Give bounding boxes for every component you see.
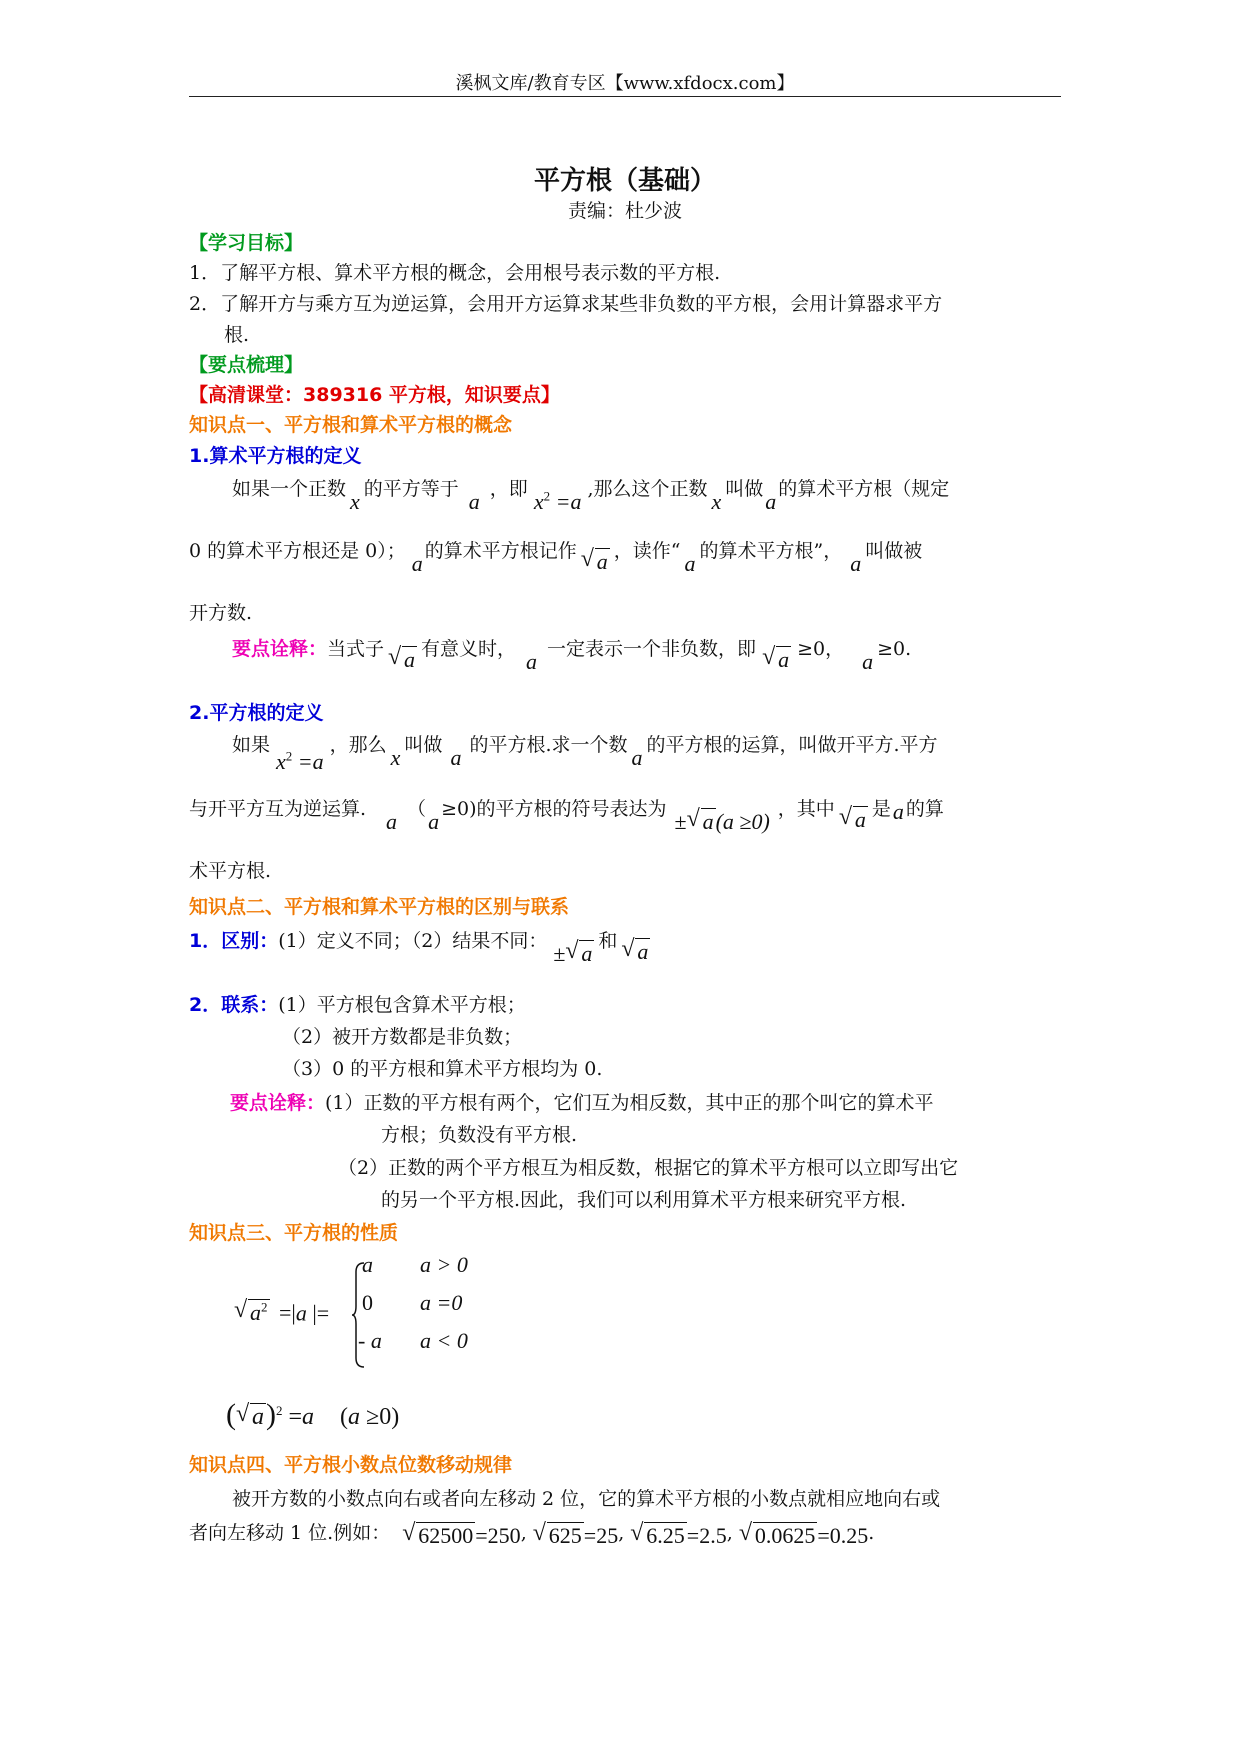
paragraph-line: 0 的算术平方根还是 0）； a 的算术平方根记作√ a ，读作“ a 的算术平方根”， a 叫做被 — [189, 536, 922, 563]
formula-case: a =0 — [420, 1290, 463, 1315]
header-divider — [189, 96, 1061, 97]
video-link[interactable]: 【高清课堂：389316 平方根，知识要点】 — [189, 384, 560, 406]
summary-heading: 【要点梳理】 — [189, 354, 304, 376]
relation-line: （2）被开方数都是非负数； — [282, 1026, 523, 1048]
paragraph-line: 术平方根. — [189, 860, 272, 882]
relation-line: （3）0 的平方根和算术平方根均为 0. — [282, 1058, 603, 1080]
author-line: 责编：杜少波 — [567, 200, 682, 222]
objective-item-2: 2．了解开方与乘方互为逆运算，会用开方运算求某些非负数的平方根，会用计算器求平方 — [189, 293, 943, 315]
objective-item-2-cont: 根. — [224, 324, 250, 346]
note-label: 要点诠释： — [230, 1092, 326, 1114]
formula-case: a — [362, 1252, 373, 1277]
subheading-square-root: 2.平方根的定义 — [189, 702, 324, 724]
note-line: 要点诠释：当式子√ a 有意义时， a 一定表示一个非负数，即√ a ≥0， a ≥0. — [232, 634, 911, 661]
formula-case: a > 0 — [420, 1252, 468, 1277]
subheading-arith-root: 1.算术平方根的定义 — [189, 445, 362, 467]
difference-line: 1．区别：(1）定义不同；（2）结果不同： ±√ a 和√ a — [189, 926, 654, 953]
section-heading-k2: 知识点二、平方根和算术平方根的区别与联系 — [189, 896, 570, 918]
page-header: 溪枫文库/教育专区【www.xfdocx.com】 — [455, 73, 795, 94]
section-heading-k3: 知识点三、平方根的性质 — [189, 1222, 399, 1244]
section-heading-k1: 知识点一、平方根和算术平方根的概念 — [189, 414, 513, 436]
paragraph-line: 被开方数的小数点向右或者向左移动 2 位，它的算术平方根的小数点就相应地向右或 — [232, 1488, 941, 1510]
formula-abs: √ $a^2 =|a$ |= — [234, 1300, 329, 1326]
paragraph-line: 与开平方互为逆运算. a （a ≥0)的平方根的符号表达为 ±√ a(a ≥0) ，其中√ a 是a 的算 — [189, 794, 944, 821]
relation-line: 2．联系：(1）平方根包含算术平方根； — [189, 994, 526, 1016]
note-line: 方根；负数没有平方根. — [381, 1124, 578, 1146]
formula-square: (√ a)$^2$ =a (a ≥0) — [226, 1398, 399, 1432]
formula-case: - a — [358, 1328, 382, 1353]
section-heading-k4: 知识点四、平方根小数点位数移动规律 — [189, 1454, 513, 1476]
paragraph-line: 开方数. — [189, 602, 253, 624]
formula-case: 0 — [362, 1290, 373, 1315]
note-line: （2）正数的两个平方根互为相反数，根据它的算术平方根可以立即写出它 — [338, 1157, 959, 1179]
objective-item-1: 1．了解平方根、算术平方根的概念，会用根号表示数的平方根. — [189, 262, 721, 284]
note-line: 要点诠释：(1）正数的平方根有两个，它们互为相反数，其中正的那个叫它的算术平 — [230, 1092, 934, 1114]
objectives-heading: 【学习目标】 — [189, 232, 304, 254]
paragraph-line: 如果$x^2 =a$，那么 x 叫做 a 的平方根.求一个数 a 的平方根的运算，叫做开平方.平方 — [232, 734, 938, 774]
note-line: 的另一个平方根.因此，我们可以利用算术平方根来研究平方根. — [381, 1189, 907, 1211]
note-label: 要点诠释： — [232, 638, 328, 660]
page-title: 平方根（基础） — [533, 166, 716, 196]
paragraph-line: 如果一个正数 x 的平方等于 a ，即 $x^2 =a$ ,那么这个正数 x 叫做a 的算术平方根（规定 — [232, 478, 950, 514]
formula-case: a < 0 — [420, 1328, 468, 1353]
paragraph-line: 者向左移动 1 位.例如： √ 62500=250, √ 625=25, √ 6.25=2.5, √ 0.0625=0.25. — [189, 1518, 874, 1545]
